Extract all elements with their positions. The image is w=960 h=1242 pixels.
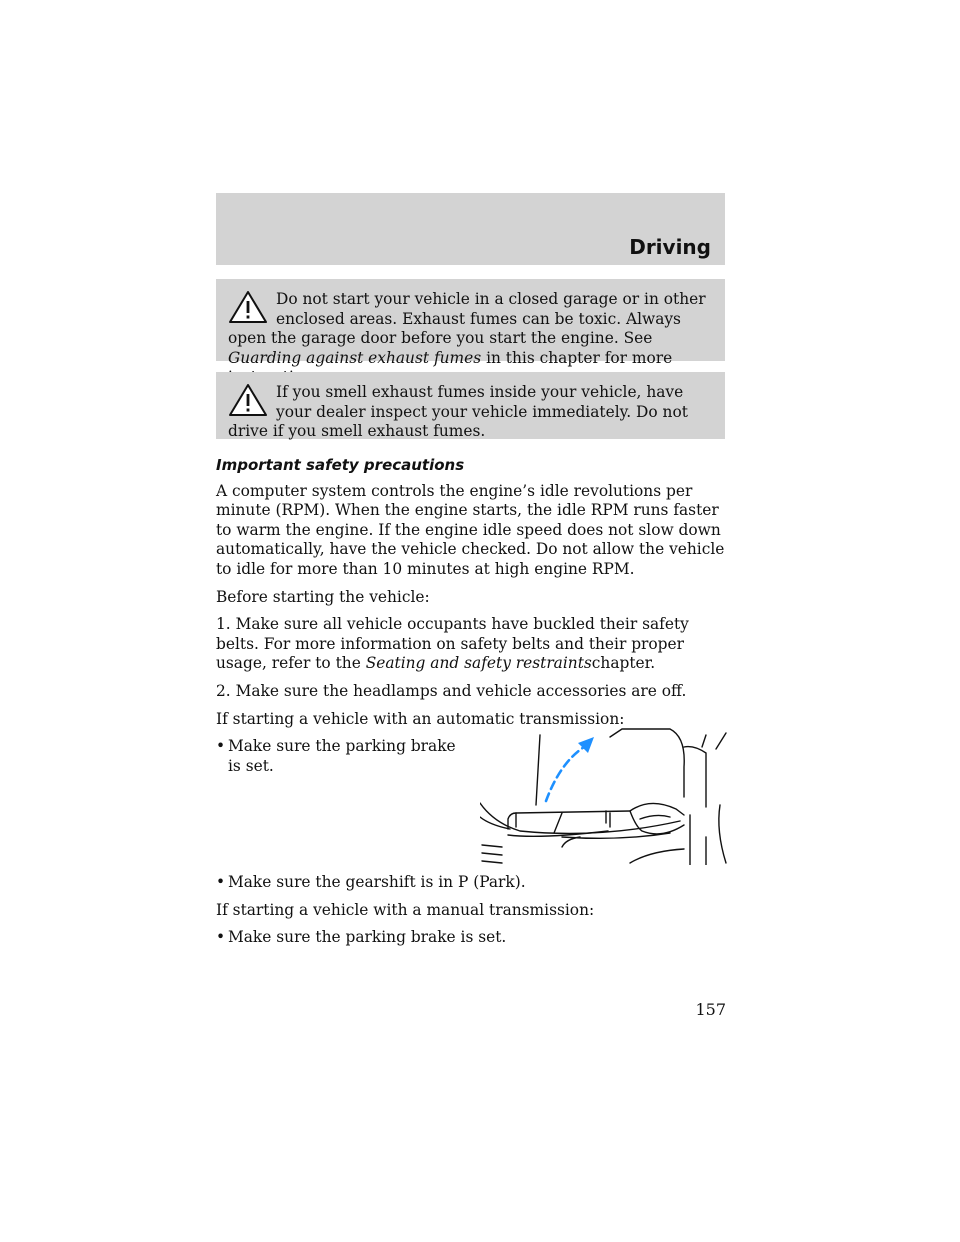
cross-reference: Seating and safety restraints [365,654,592,673]
manual-transmission-intro: If starting a vehicle with a manual transmission: [216,900,595,919]
page-number: 157 [695,1000,726,1019]
warning-triangle-icon [228,383,268,417]
parking-brake-illustration [480,727,732,865]
warning-text: Do not start your vehicle in a closed garage or in other enclosed areas. Exhaust fumes can be toxic. Always open the garage door before you start the engine. See [228,290,706,347]
bullet-text: Make sure the parking brake is set. [228,737,456,775]
list-item [216,928,725,948]
main-content [216,456,725,956]
chapter-title: Driving [629,235,711,259]
chapter-header [216,193,725,265]
bullet-mark: • [216,928,226,947]
intro-paragraph: A computer system controls the engine’s idle revolutions per minute (RPM). When the engine starts, the idle RPM runs faster to warm the engine. If the engine idle speed does not slow down automatically, have the vehicle checked. Do not allow the vehicle to idle for more than 10 minutes at high engine RPM. [216,481,725,578]
step-2-paragraph: 2. Make sure the headlamps and vehicle accessories are off. [216,681,687,700]
automatic-transmission-intro: If starting a vehicle with an automatic transmission: [216,709,625,728]
warning-box-garage [216,279,725,367]
warning-text-tail: in this chapter for more [486,348,673,367]
bullet-text: Make sure the gearshift is in P (Park). [228,873,526,892]
warning-triangle-icon [228,290,268,324]
list-item [216,737,456,776]
step-1-paragraph: 1. Make sure all vehicle occupants have buckled their safety belts. For more information on safety belts and their proper usage, refer to the Seating and safety restraintschapter. [216,615,689,673]
bullet-mark: • [216,737,226,756]
automatic-bullet-with-illustration [216,737,725,867]
bullet-mark: • [216,873,226,892]
list-item [216,873,725,893]
cross-reference: Guarding against exhaust fumes [228,348,482,367]
bullet-text: Make sure the parking brake is set. [228,928,507,947]
section-heading: Important safety precautions [216,456,465,474]
warning-text: If you smell exhaust fumes inside your vehicle, have your dealer inspect your vehicle immediately. Do not drive if you smell exhaust fumes. [228,383,688,440]
before-starting-paragraph: Before starting the vehicle: [216,587,430,606]
warning-box-fumes [216,372,725,439]
